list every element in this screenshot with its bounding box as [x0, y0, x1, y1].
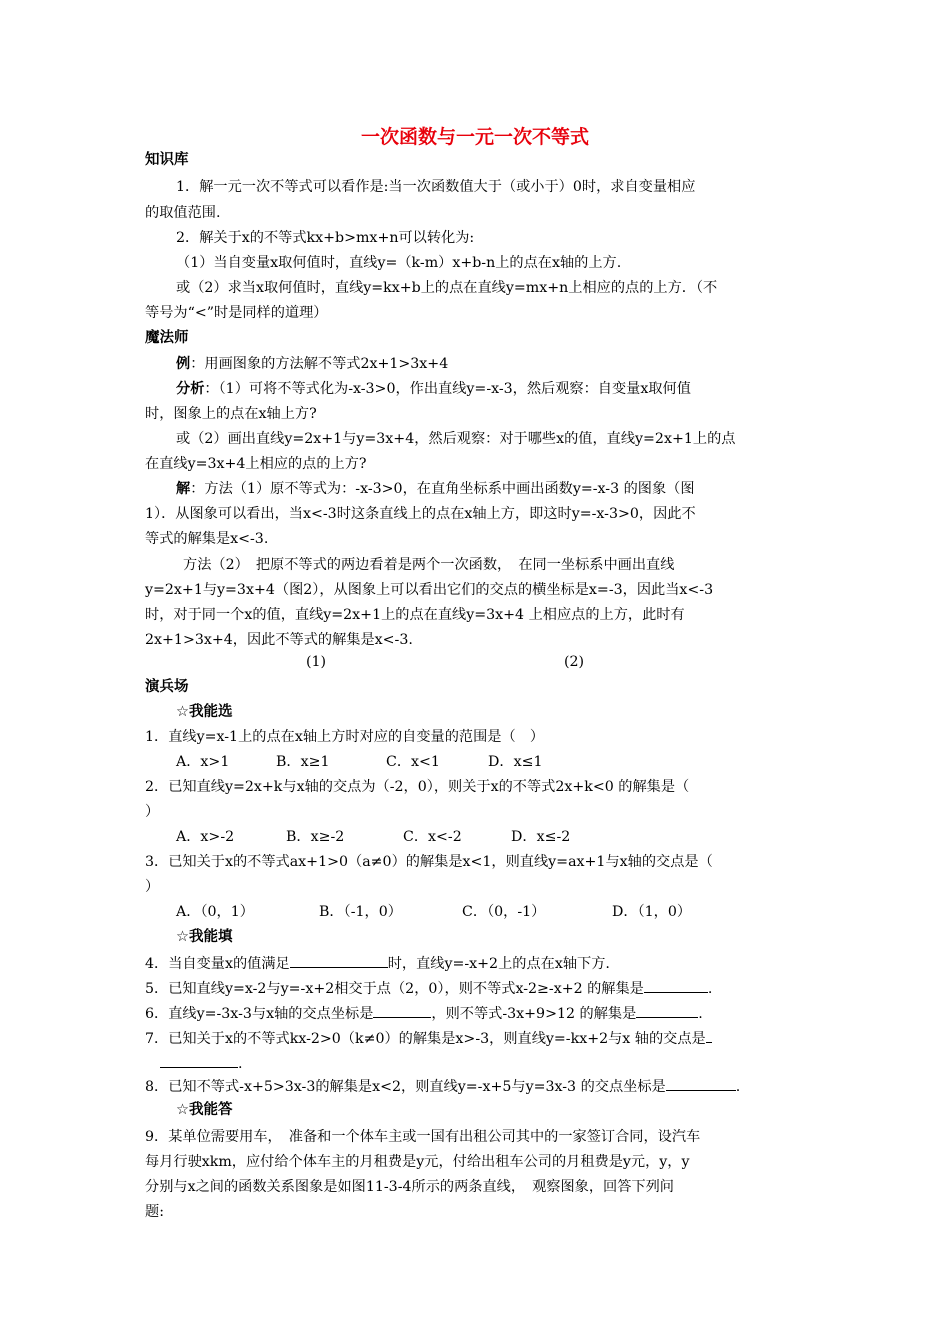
solution-line: y=2x+1与y=3x+4（图2），从图象上可以看出它们的交点的横坐标是x=-3，因此当x<-3 — [145, 582, 714, 598]
question-7-text-end: . — [238, 1056, 243, 1072]
question-7-cont — [160, 1052, 243, 1074]
solution-line: 等式的解集是x<-3. — [145, 531, 269, 547]
solution-label: 解 — [176, 481, 191, 497]
question-9-line: 分别与x之间的函数关系图象是如图11-3-4所示的两条直线， 观察图象，回答下列问 — [145, 1179, 674, 1195]
question-3-option-b: B．（-1，0） — [319, 904, 402, 920]
question-1-option-d: D．x≤1 — [488, 754, 543, 770]
solution-line: 1）．从图象可以看出，当x<-3时这条直线上的点在x轴上方，即这时y=-x-3>0，因此不 — [145, 506, 696, 522]
question-4-text-end: 时，直线y=-x+2上的点在x轴下方. — [387, 956, 610, 972]
solution-line: 时，对于同一个x的值，直线y=2x+1上的点在直线y=3x+4 上相应点的上方，此时有 — [145, 607, 685, 623]
answer-blank[interactable] — [373, 1002, 431, 1018]
question-6-text-mid: ，则不等式-3x+9>12 的解集是 — [431, 1006, 637, 1022]
question-1-stem: 1．直线y=x-1上的点在x轴上方时对应的自变量的范围是（ ） — [145, 729, 545, 745]
question-5-text-end: . — [707, 981, 713, 997]
question-2-stem-end: ） — [145, 804, 160, 820]
question-8 — [145, 1075, 740, 1097]
question-8-text-end: . — [735, 1079, 741, 1095]
solution-text: ：方法（1）原不等式为：-x-3>0，在直角坐标系中画出函数y=-x-3 的图象（图 — [190, 481, 695, 497]
answer-blank[interactable] — [290, 952, 388, 968]
answer-blank[interactable] — [636, 1002, 698, 1018]
subsection-choose: ☆我能选 — [176, 704, 233, 720]
subsection-answer: ☆我能答 — [176, 1102, 233, 1118]
figure-label-1: (1) — [306, 654, 327, 670]
knowledge-line: 等号为“<”时是同样的道理） — [145, 305, 328, 321]
question-9-line: 9．某单位需要用车， 准备和一个体车主或一国有出租公司其中的一家签订合同，设汽车 — [145, 1129, 701, 1145]
question-3-option-d: D．（1，0） — [612, 904, 692, 920]
question-1-option-c: C．x<1 — [386, 754, 440, 770]
question-7-text: 7．已知关于x的不等式kx-2>0（k≠0）的解集是x>-3，则直线y=-kx+2与x 轴的交点是 — [145, 1031, 706, 1047]
answer-blank[interactable] — [160, 1052, 238, 1068]
question-3-option-c: C．（0，-1） — [462, 904, 546, 920]
subsection-fill: ☆我能填 — [176, 929, 233, 945]
example-text: ：用画图象的方法解不等式2x+1>3x+4 — [190, 356, 449, 372]
knowledge-line: 或（2）求当x取何值时，直线y=kx+b上的点在直线y=mx+n上相应的点的上方．（不 — [176, 280, 718, 296]
question-2-option-d: D．x≤-2 — [511, 829, 571, 845]
analysis-label: 分析 — [176, 381, 205, 397]
solution-line — [176, 479, 695, 499]
question-6-text-end: . — [698, 1006, 703, 1022]
knowledge-line: （1）当自变量x取何值时，直线y=（k-m）x+b-n上的点在x轴的上方. — [176, 255, 622, 271]
question-3-stem-end: ） — [145, 879, 160, 895]
example-line — [176, 354, 448, 374]
solution-line: 方法（2） 把原不等式的两边看着是两个一次函数， 在同一坐标系中画出直线 — [183, 557, 675, 573]
question-6-text: 6．直线y=-3x-3与x轴的交点坐标是 — [145, 1006, 374, 1022]
question-5 — [145, 977, 712, 999]
question-8-text: 8．已知不等式-x+5>3x-3的解集是x<2，则直线y=-x+5与y=3x-3 的交点坐标是 — [145, 1079, 666, 1095]
page-title: 一次函数与一元一次不等式 — [360, 126, 589, 148]
question-4-text: 4．当自变量x的值满足 — [145, 956, 290, 972]
answer-blank[interactable] — [666, 1075, 736, 1091]
answer-blank[interactable] — [644, 977, 708, 993]
question-6 — [145, 1002, 703, 1024]
knowledge-line: 的取值范围. — [145, 205, 221, 221]
figure-label-2: (2) — [564, 654, 585, 670]
question-7 — [145, 1027, 712, 1049]
question-1-option-b: B．x≥1 — [276, 754, 330, 770]
section-heading-magic: 魔法师 — [145, 330, 189, 346]
knowledge-line: 1．解一元一次不等式可以看作是:当一次函数值大于（或小于）0时，求自变量相应 — [176, 179, 696, 195]
knowledge-line: 2．解关于x的不等式kx+b>mx+n可以转化为: — [176, 230, 475, 246]
analysis-text: ：（1）可将不等式化为-x-3>0，作出直线y=-x-3，然后观察：自变量x取何值 — [204, 381, 691, 397]
analysis-line: 在直线y=3x+4上相应的点的上方? — [145, 456, 367, 472]
question-1-option-a: A．x>1 — [176, 754, 230, 770]
analysis-line: 时，图象上的点在x轴上方? — [145, 406, 317, 422]
question-2-option-b: B．x≥-2 — [286, 829, 345, 845]
question-5-text: 5．已知直线y=x-2与y=-x+2相交于点（2，0），则不等式x-2≥-x+2 的解集是 — [145, 981, 644, 997]
question-3-option-a: A．（0，1） — [176, 904, 254, 920]
question-9-line: 题: — [145, 1204, 164, 1220]
analysis-line — [176, 379, 691, 399]
question-9-line: 每月行驶xkm，应付给个体车主的月租费是y元，付给出租车公司的月租费是y元，y，y — [145, 1154, 690, 1170]
question-2-stem: 2．已知直线y=2x+k与x轴的交点为（-2，0），则关于x的不等式2x+k<0 的解集是（ — [145, 779, 690, 795]
solution-line: 2x+1>3x+4，因此不等式的解集是x<-3. — [145, 632, 413, 648]
question-2-option-c: C．x<-2 — [403, 829, 462, 845]
analysis-line: 或（2）画出直线y=2x+1与y=3x+4，然后观察：对于哪些x的值，直线y=2x+1上的点 — [176, 431, 736, 447]
question-2-option-a: A．x>-2 — [176, 829, 235, 845]
section-heading-knowledge: 知识库 — [145, 152, 189, 168]
question-4 — [145, 952, 610, 974]
section-heading-practice: 演兵场 — [145, 679, 189, 695]
question-3-stem: 3．已知关于x的不等式ax+1>0（a≠0）的解集是x<1，则直线y=ax+1与x轴的交点是（ — [145, 854, 713, 870]
answer-blank-start[interactable] — [706, 1027, 712, 1043]
example-label: 例 — [176, 356, 191, 372]
